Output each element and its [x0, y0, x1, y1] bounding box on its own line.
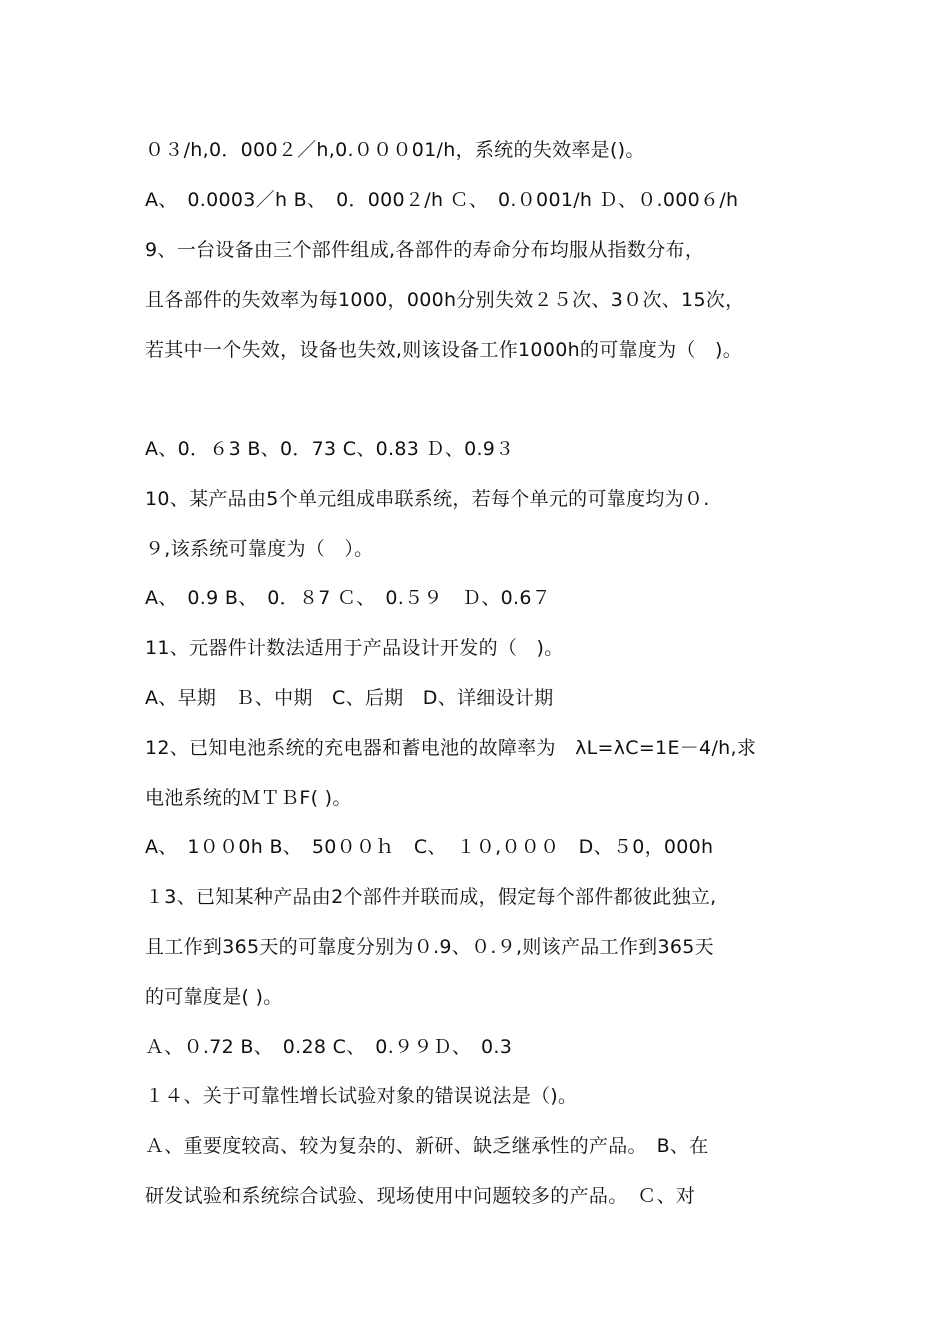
- text-line: 12、已知电池系统的充电器和蓄电池的故障率为 λL=λC=1E－4/h,求: [145, 737, 757, 759]
- text-line: 的可靠度是( )。: [145, 986, 283, 1008]
- text-line: 电池系统的ＭＴＢF( )。: [145, 787, 352, 809]
- text-line: ０３/h,0．000２／h,0.０００01/h，系统的失效率是()。: [145, 139, 645, 161]
- text-line: A、 0.9 B、 0．８7 Ｃ、 0.５９ Ｄ、0.6７: [145, 587, 552, 609]
- text-line: 若其中一个失效，设备也失效,则该设备工作1000h的可靠度为（ )。: [145, 339, 743, 361]
- text-line: Ａ、重要度较高、较为复杂的、新研、缺乏继承性的产品。 B、在: [145, 1135, 709, 1157]
- text-line: 且工作到365天的可靠度分别为０.9、０.９,则该产品工作到365天: [145, 936, 714, 958]
- text-line: 且各部件的失效率为每1000，000h分别失效２５次、3０次、15次，: [145, 289, 745, 311]
- text-line: A、0．６3 B、0．73 C、0.83 Ｄ、0.9３: [145, 438, 515, 460]
- text-line: 10、某产品由5个单元组成串联系统，若每个单元的可靠度均为０.: [145, 488, 710, 510]
- text-line: １3、已知某种产品由2个部件并联而成，假定每个部件都彼此独立,: [145, 886, 717, 908]
- text-line: A、 0.0003／h B、 0．000２/h Ｃ、 0.０001/h Ｄ、０.000６/h: [145, 189, 739, 211]
- text-line: １４、关于可靠性增长试验对象的错误说法是（)。: [145, 1085, 578, 1107]
- text-line: A、早期 Ｂ、中期 C、后期 D、详细设计期: [145, 687, 554, 709]
- text-line: 研发试验和系统综合试验、现场使用中问题较多的产品。 Ｃ、对: [145, 1185, 696, 1207]
- text-line: Ａ、０.72 B、 0.28 C、 0.９９Ｄ、 0.3: [145, 1036, 513, 1058]
- text-line: ９,该系统可靠度为（ ）。: [145, 538, 374, 560]
- text-line: A、 1００0h B、 50００ｈ C、 １０,０００ D、５0，000h: [145, 836, 714, 858]
- text-line: 9、一台设备由三个部件组成,各部件的寿命分布均服从指数分布，: [145, 239, 705, 261]
- text-line: 11、元器件计数法适用于产品设计开发的（ )。: [145, 637, 564, 659]
